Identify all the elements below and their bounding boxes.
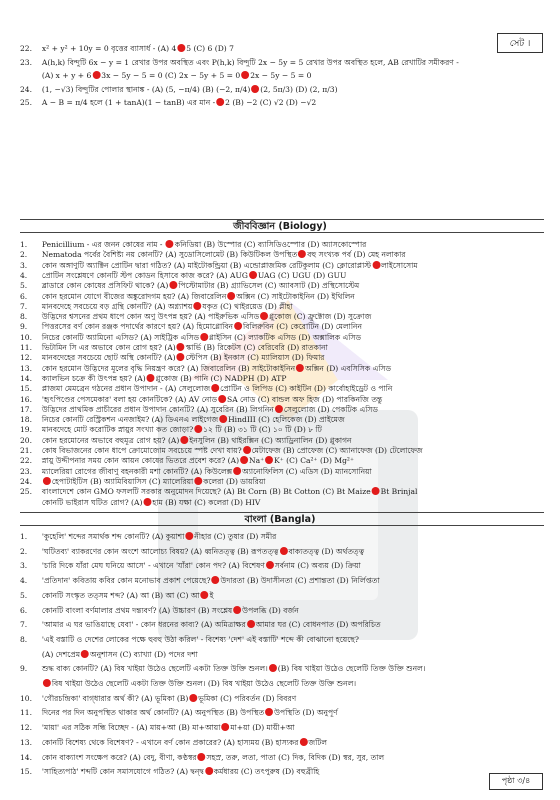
answer-options: ইনসুলিন (B) থাইরক্সিন (C) অ্যাড্রিনালিন (D) গ্লুকাগন [189, 435, 352, 445]
answer-mark-icon [216, 98, 224, 106]
answer-mark-icon [243, 446, 251, 454]
question-text: 'চারি দিকে যাঁরা মেঘ ঘনিয়ে আসে' - এখানে 'যাঁরা' কোন পদ? (A) বিশেষণ [41, 561, 265, 571]
question-text: কোন হরমোনের অভাবে বহুমূত্র রোগ হয়? (A) [41, 435, 180, 445]
answer-options: স্কার্ভি (B) রিকেটস (C) বেরিবেরি (D) রাতকানা [185, 343, 328, 352]
question-row [20, 384, 548, 394]
answer-options: ই [209, 590, 214, 600]
question-text: মানবদেহের সবচেয়ে ছোট অস্থি কোনটি? (A) [41, 353, 176, 363]
question-row [20, 250, 548, 260]
answer-options: HindIII (C) হেলিকেজ (D) প্রাইমেজ [228, 415, 345, 425]
divider [20, 512, 544, 513]
answer-options: গ্লাইসিন (C) ল্যাকটিক এসিড (D) অক্সালিক এসিড [208, 332, 362, 342]
question-text: x² + y² + 10y = 0 বৃত্তের ব্যাসার্ধ - (A) 4 [41, 44, 177, 53]
question-number: 4. [20, 576, 28, 586]
answer-mark-icon [251, 85, 259, 93]
answer-mark-icon [43, 679, 51, 687]
question-number: 10. [20, 332, 33, 342]
divider [20, 219, 544, 220]
question-number: 2. [20, 250, 28, 260]
answer-options: কলেরা (D) ডায়রিয়া [203, 476, 266, 486]
answer-mark-icon [266, 561, 274, 569]
answer-options: উদারতা (B) উদাসীনতা (C) প্রশান্ততা (D) নির্লিপ্ততা [220, 576, 380, 586]
answer-options: কনিডিয়া (B) উস্পোর (C) ব্যাসিডিওস্পোর (D) অ্যাসকোস্পোর [174, 240, 367, 249]
answer-mark-icon [240, 456, 248, 464]
answer-mark-icon [218, 395, 226, 403]
question-text: (A) দেশপ্রেম [41, 649, 81, 659]
question-text: (A) x + y + 6 [41, 71, 92, 80]
question-row [20, 723, 548, 733]
answer-mark-icon [194, 425, 202, 433]
question-number: 9. [20, 664, 28, 674]
question-row [20, 664, 548, 674]
answer-mark-icon [372, 261, 380, 269]
question-text: নিচের কোনটি অ্যামিনো এসিড? (A) সাইট্রিক এসিড [41, 332, 200, 342]
question-number: 4. [20, 270, 28, 280]
question-text: 'ঘটিতব্য' ব্যাকরণের কোন অংশে আলোচ্য বিষয়? (A) ধ্বনিতত্ত্ব (B) রূপতত্ত্ব [41, 546, 279, 556]
question-row [20, 292, 548, 302]
answer-mark-icon [234, 322, 242, 330]
question-row [20, 547, 548, 557]
answer-mark-icon [147, 374, 155, 382]
question-text: পিত্তরসের বর্ণ কোন রঞ্জক পদার্থের কারণে হয়? (A) হিমোগ্লোবিন [41, 322, 234, 332]
answer-options: কর্মধারয় (C) তৎপুরুষ (D) বহুব্রীহি [213, 767, 320, 777]
question-row [20, 694, 548, 704]
question-text: A − B = π/4 হলে (1 + tanA)(1 − tanB) এর মান - [41, 98, 216, 107]
question-row [20, 58, 548, 68]
question-row [20, 353, 548, 363]
answer-options: 2x − 5y − 5 = 0 [250, 71, 312, 80]
question-number: 6. [20, 291, 28, 301]
question-row [20, 606, 548, 616]
question-row [20, 261, 548, 271]
question-row [20, 635, 548, 645]
question-number: 18. [20, 415, 33, 425]
question-row [20, 71, 548, 81]
answer-options: 2 (B) −2 (C) √2 (D) −√2 [225, 98, 317, 107]
question-text: ভিটামিন সি এর অভাবে কোন রোগ হয়? (A) [41, 343, 176, 352]
question-number: 23. [20, 57, 33, 67]
question-number: 12. [20, 723, 33, 733]
question-number: 3. [20, 561, 28, 571]
answer-options: K⁺ (C) Ca²⁺ (D) Mg²⁺ [274, 456, 354, 466]
question-number: 20. [20, 435, 33, 445]
answer-mark-icon [247, 620, 255, 628]
answer-mark-icon [169, 281, 177, 289]
question-number: 25. [20, 487, 33, 497]
question-text: কোনটি বিশেষ্য থেকে বিশেষণ? - এখানে বর্ণ কোন প্রকারের? (A) হাস্যময় (B) হাস্যকর [41, 737, 299, 747]
answer-options: বহু সংখ্যক পর্ব (D) মেহ নলাকার [307, 250, 406, 260]
question-text: কোষ বিভাজনের কোন ধাপে ক্রোমোজোম সবচেয়ে স্পষ্ট দেখা যায়? [41, 446, 242, 455]
question-text: নিচের কোনটি রেস্ট্রিকশন এনজাইম? (A) ডিএনএ লাইগেজ [41, 415, 219, 425]
answer-options: উপলব্ধি (D) বর্জন [242, 605, 299, 615]
question-text: কোনটি বাংলা বর্ণমালার প্রথম দন্ত্যবর্ণ? (A) উচ্চারণ (B) সংশ্লেষ [41, 605, 233, 615]
question-text: মানবদেহে মোট করোটিক স্নায়ুর সংখ্যা কত জোড়া? [41, 425, 194, 435]
question-row [20, 333, 548, 343]
question-row [20, 620, 548, 630]
question-row [20, 312, 548, 322]
question-number: 10. [20, 693, 33, 703]
question-row [20, 98, 548, 108]
answer-mark-icon [198, 753, 206, 761]
answer-mark-icon [233, 606, 241, 614]
question-text: Nematoda পর্বের বৈশিষ্ট্য নয় কোনটি? (A) সুডোসিলোমেট (B) কিউটিকল উপস্থিত [41, 250, 298, 260]
question-number: 8. [20, 312, 28, 322]
question-number: 5. [20, 590, 28, 600]
question-number: 25. [20, 98, 33, 107]
question-row [20, 738, 548, 748]
question-row [20, 364, 548, 374]
answer-options: আমার ঘর (C) বোধনপাত (D) অপরিচিত [255, 620, 381, 630]
question-number: 22. [20, 44, 33, 53]
question-number: 14. [20, 373, 33, 383]
question-number: 17. [20, 404, 33, 414]
question-number: 21. [20, 446, 33, 455]
question-number: 1. [20, 532, 28, 541]
question-row [20, 405, 548, 415]
answer-mark-icon [189, 694, 197, 702]
answer-mark-icon [211, 384, 219, 392]
answer-options: (B) বিষ খাইয়া উঠেও ছেলেটি তিক্ত উক্তি শুনল। [277, 664, 426, 674]
answer-mark-icon [205, 767, 213, 775]
question-text: কোন বাক্যাংশ সংক্ষেপ করে? (A) বেদু, বীণা, কণ্ঠস্বর [41, 752, 197, 762]
divider [20, 525, 544, 526]
question-number: 9. [20, 322, 28, 332]
answer-mark-icon [81, 650, 89, 658]
answer-mark-icon [296, 364, 304, 372]
answer-mark-icon [201, 591, 209, 599]
answer-mark-icon [298, 250, 306, 258]
answer-options: সর্বনাম (C) অব্যয় (D) ক্রিয়া [274, 561, 361, 571]
answer-options: পিস্টোমাটার (B) গ্র্যাভিসেল (C) অ্যাবসাট (D) প্রস্থিসোস্টেম [178, 281, 360, 291]
answer-options: 5 (C) 6 (D) 7 [186, 44, 234, 53]
answer-mark-icon [185, 532, 193, 540]
answer-mark-icon [177, 353, 185, 361]
answer-mark-icon [241, 71, 249, 79]
question-row [20, 436, 548, 446]
answer-mark-icon [194, 477, 202, 485]
section-title-biology: জীববিজ্ঞান (Biology) [233, 221, 327, 232]
question-text: কোন হরমোন যোগে বীজের অঙ্কুরোদগম হয়? (A) জিবারেলিন [41, 291, 227, 301]
question-row [20, 395, 548, 405]
answer-options: নীহার (C) তুষার (D) সমীর [194, 532, 277, 541]
answer-mark-icon [219, 415, 227, 423]
answer-options: Bt Brinjal [380, 487, 418, 497]
answer-options: (2, 5π/3) (D) (2, π/3) [260, 84, 338, 94]
answer-options: বিলিরুবিন (C) কেরোটিন (D) মেলানিন [243, 322, 363, 332]
question-row [20, 532, 548, 542]
question-text: (1, −√3) বিন্দুটির পোলার স্থানাঙ্ক - (A) (5, −π/4) (B) (−2, π/4) [41, 84, 251, 94]
question-text: 'কুহেলি' শব্দের সমার্থক শব্দ কোনটি? (A) কুয়াশা [41, 532, 185, 541]
answer-options: উপস্থিতি (D) অনুপূর্ণ [274, 708, 338, 718]
question-row [20, 477, 548, 487]
answer-mark-icon [260, 312, 268, 320]
question-row [20, 708, 548, 718]
question-number: 19. [20, 425, 33, 435]
question-number: 11. [20, 708, 33, 718]
answer-mark-icon [177, 343, 185, 351]
question-text: স্নায়ু উদ্দীপনার সময় কোন আয়ন কোষের ভিতরে প্রবেশ করে? (A) [41, 456, 240, 466]
answer-mark-icon [269, 664, 277, 672]
answer-options: অক্সিন (D) এবসিসিক এসিড [305, 363, 392, 373]
question-row [20, 322, 548, 332]
answer-options: বিষ খাইয়া উঠেও ছেলেটি একটা তিক্ত উক্তি শুনল। (D) বিষ খাইয়া উঠেও ছেলেটি তিক্ত উক্তি শুনল। [51, 679, 357, 688]
question-text: 'গৌরচন্দ্রিকা' বাগ্‌ধারার অর্থ কী? (A) ভূমিকা (B) [41, 693, 189, 703]
question-text: প্রোটিন সংশ্লেষণে কোনটি স্টপ কোডন হিসাবে কাজ করে? (A) AUG [41, 270, 248, 280]
question-number: 15. [20, 767, 33, 777]
answer-mark-icon [299, 738, 307, 746]
question-number: 1. [20, 240, 28, 249]
question-text: ম্যালেরিয়া রোগের জীবাণু বহনকারী মশা কোনটি? (A) কিউলেক্স [41, 466, 233, 476]
question-row [20, 446, 548, 456]
answer-options: প্রোটিন ও লিপিড (C) কাইটিন (D) কার্বোহাইড্রেট ও পানি [220, 384, 393, 394]
answer-options: Na⁺ [249, 456, 265, 466]
question-number: 8. [20, 634, 28, 644]
question-row [20, 456, 548, 466]
answer-options: যকৃত (C) থাইরয়েড (D) প্লীহা [202, 301, 293, 311]
question-number: 12. [20, 353, 33, 363]
question-number: 24. [20, 84, 33, 94]
question-number: 7. [20, 620, 28, 630]
question-row [20, 85, 548, 95]
question-row [20, 415, 548, 425]
answer-options: অনুশাসন (C) ব্যাখ্যা (D) পদের দশা [90, 649, 198, 659]
question-row [20, 271, 548, 281]
question-row [20, 650, 548, 660]
question-text: ক্যালভিন চক্রে কী উৎপন্ন হয়? (A) [41, 373, 146, 383]
question-text: উদ্ভিদের প্রাথমিক প্রাচীরের প্রধান উপাদান কোনটি? (A) সুবেরিন (B) লিগনিন [41, 404, 274, 414]
question-number: 11. [20, 343, 33, 352]
question-text: শুদ্ধ বাক্য কোনটি? (A) বিষ খাইয়া উঠেও ছেলেটি একটা তিক্ত উক্তি শুনল। [41, 664, 268, 674]
question-row [20, 767, 548, 777]
answer-options: মা+য়া (D) মায়ী+আ [230, 723, 295, 733]
page-number: পৃষ্ঠা ৩/৪ [489, 773, 543, 790]
question-row [20, 561, 548, 571]
answer-mark-icon [275, 405, 283, 413]
question-row [20, 44, 548, 54]
answer-mark-icon [233, 467, 241, 475]
answer-options: স্টেপিস (B) ইনকাস (C) ম্যালিয়াস (D) ফিমার [185, 353, 325, 363]
answer-options: অ্যানোফিলিস (C) এডিস (D) ম্যানসোনিয়া [242, 466, 372, 476]
question-number: 6. [20, 605, 28, 615]
question-row [20, 576, 548, 586]
answer-mark-icon [180, 436, 188, 444]
answer-mark-icon [43, 477, 51, 485]
answer-options: মেটাফেজ (B) প্রোফেজ (C) অ্যানাফেজ (D) টেলোফেজ [251, 446, 423, 455]
question-number: 3. [20, 260, 28, 270]
question-text: বাংলাদেশে কোন GMO ফসলটি সরকার অনুমোদন দিয়েছে? (A) Bt Corn (B) Bt Cotton (C) Bt Maize [41, 487, 371, 497]
question-row [20, 467, 548, 477]
question-number: 15. [20, 384, 33, 394]
divider [20, 232, 544, 233]
question-row [20, 374, 548, 384]
answer-mark-icon [221, 723, 229, 731]
question-text: 'সাহিত্যপাঠ' শব্দটি কোন সমাসযোগে গঠিত? (A) দ্বন্দ্ব [41, 767, 204, 777]
answer-options: গ্লুকোজ (C) ফ্রুক্টোজ (D) সুক্রোজ [269, 312, 372, 322]
answer-mark-icon [200, 333, 208, 341]
question-text: A(h,k) বিন্দুটি 6x − y = 1 রেখার উপর অবস্থিত এবং P(h,k) বিন্দুটি 2x − 5y = 5 রেখার উপর অবস্থিত হলে, AB রেখাটির সমীকরণ - [41, 57, 459, 67]
answer-options: সহস্র, তরু, লতা, পাতা (C) দিক, বিদিক (D) স্বর, সুর, তাল [206, 752, 385, 762]
answer-options: হেপাটাইটিস (B) অ্যামিবিয়াসিস (C) ম্যালেরিয়া [51, 476, 194, 486]
question-row [20, 302, 548, 312]
answer-options: হাম (B) যক্ষা (C) কলেরা (D) HIV [152, 497, 261, 507]
answer-options: লাইসোসোম [381, 260, 418, 270]
question-row [20, 487, 548, 497]
answer-options: সেলুলোজ (D) পেকটিক এসিড [283, 404, 378, 414]
question-row [20, 240, 548, 250]
question-text: প্লাজমা মেমব্রেন গঠনের প্রধান উপাদান - (A) সেলুলোজ [41, 384, 211, 394]
question-text: Penicillium - এর জনন কোষের নাম - [41, 240, 165, 249]
set-label: সেট । [497, 33, 543, 53]
question-row [20, 498, 548, 508]
question-number: 23. [20, 466, 33, 476]
question-text: 'প্রতিদান' কবিতায় কবির কোন মনোভাব প্রকাশ পেয়েছে? [41, 576, 211, 586]
question-row [20, 679, 548, 689]
answer-mark-icon [92, 71, 100, 79]
answer-mark-icon [193, 302, 201, 310]
question-row [20, 425, 548, 435]
answer-options: বাক্যতত্ত্ব (D) অর্থতত্ত্ব [288, 546, 365, 556]
answer-options: ১২ টি (B) ৩১ টি (C) ১০ টি (D) ৮ টি [203, 425, 322, 435]
question-text: কোনটি ভাইরাস ঘটিত রোগ? (A) [41, 497, 143, 507]
answer-mark-icon [166, 240, 174, 248]
answer-options: গ্লুকোজ (B) পানি (C) NADPH (D) ATP [155, 373, 287, 383]
question-row [20, 281, 548, 291]
question-text: দিনের পর দিন অনুপস্থিত থাকার অর্থ কোনটি? (A) অনুপস্থিত (B) উপস্থিত [41, 708, 265, 718]
answer-options: 3x − 5y − 5 = 0 (C) 2x − 5y + 5 = 0 [101, 71, 241, 80]
question-row [20, 343, 548, 353]
answer-options: জটিল [308, 737, 328, 747]
answer-options: অক্সিন (C) সাইটোকাইনিন (D) ইথিলিন [236, 291, 355, 301]
question-number: 13. [20, 363, 33, 373]
question-text: কোন হরমোন উদ্ভিদের মূলের বৃদ্ধি নিয়ন্ত্রণ করে? (A) জিবারেলিন (B) সাইটোকাইনিন [41, 363, 296, 373]
question-number: 24. [20, 476, 33, 486]
answer-mark-icon [265, 708, 273, 716]
question-text: উদ্ভিদের শ্বসনের প্রথম ধাপে কোন অণু উৎপন্ন হয়? (A) পাইরুভিক এসিড [41, 312, 260, 322]
answer-mark-icon [280, 547, 288, 555]
answer-mark-icon [249, 271, 257, 279]
answer-mark-icon [265, 456, 273, 464]
question-number: 2. [20, 546, 28, 556]
question-text: 'হৃৎপিণ্ডের পেসমেকার' বলা হয় কোনটিকে? (A) AV নোড [41, 394, 218, 404]
question-row [20, 753, 548, 763]
question-text: 'আমার এ ঘর ভাঙিয়াছে যেবা' - কোন ধরনের কাব্য? (A) অমিত্রাক্ষর [41, 620, 246, 630]
question-text: কোনটি সংস্কৃত তত্সম শব্দ? (A) আ (B) আ (C) আ [41, 590, 200, 600]
answer-options: SA নোড (C) বান্ডল অফ হিজ (D) পারকিনজি তন্তু [227, 394, 383, 404]
question-number: 22. [20, 456, 33, 466]
answer-mark-icon [212, 576, 220, 584]
question-number: 13. [20, 737, 33, 747]
answer-mark-icon [143, 498, 151, 506]
answer-options: UAG (C) UGU (D) GUU [257, 270, 347, 280]
question-text: 'মায়া' এর সঠিক সন্ধি বিচ্ছেদ - (A) মায়+আ (B) মা+আয়া [41, 723, 221, 733]
answer-mark-icon [372, 487, 380, 495]
answer-mark-icon [177, 44, 185, 52]
question-text: 'এই বস্তাটি ও দেশের লোকের পক্ষে হুবহু উঠা করিল' - বিশেষ্য 'দেশ' এই বস্তাটি' শব্দে কী বোঝানো হয়েছে? [41, 634, 359, 644]
question-number: 7. [20, 301, 28, 311]
question-text: কোন অঙ্গাণুটি অ্যাক্টিন প্রোটিন দ্বারা গঠিত? (A) মাইটোকন্ড্রিয়া (B) এন্ডোপ্লাজমিক রেটিকুলাম (C) ক্লোরোপ্লাস্ট [41, 260, 372, 270]
question-text: ব্লাডারে কোন কোষের প্রসিফিট থাকে? (A) [41, 281, 169, 291]
answer-mark-icon [227, 292, 235, 300]
question-row [20, 591, 548, 601]
question-number: 14. [20, 752, 33, 762]
question-number: 5. [20, 281, 28, 291]
answer-options: ভূমিকা (C) পরিবর্তন (D) বিবরণ [198, 693, 297, 703]
section-title-bangla: বাংলা (Bangla) [244, 514, 316, 525]
question-number: 16. [20, 394, 33, 404]
question-text: মানবদেহে সবচেয়ে বড় গ্রন্থি কোনটি? (A) অগ্ন্যাশয় [41, 301, 193, 311]
